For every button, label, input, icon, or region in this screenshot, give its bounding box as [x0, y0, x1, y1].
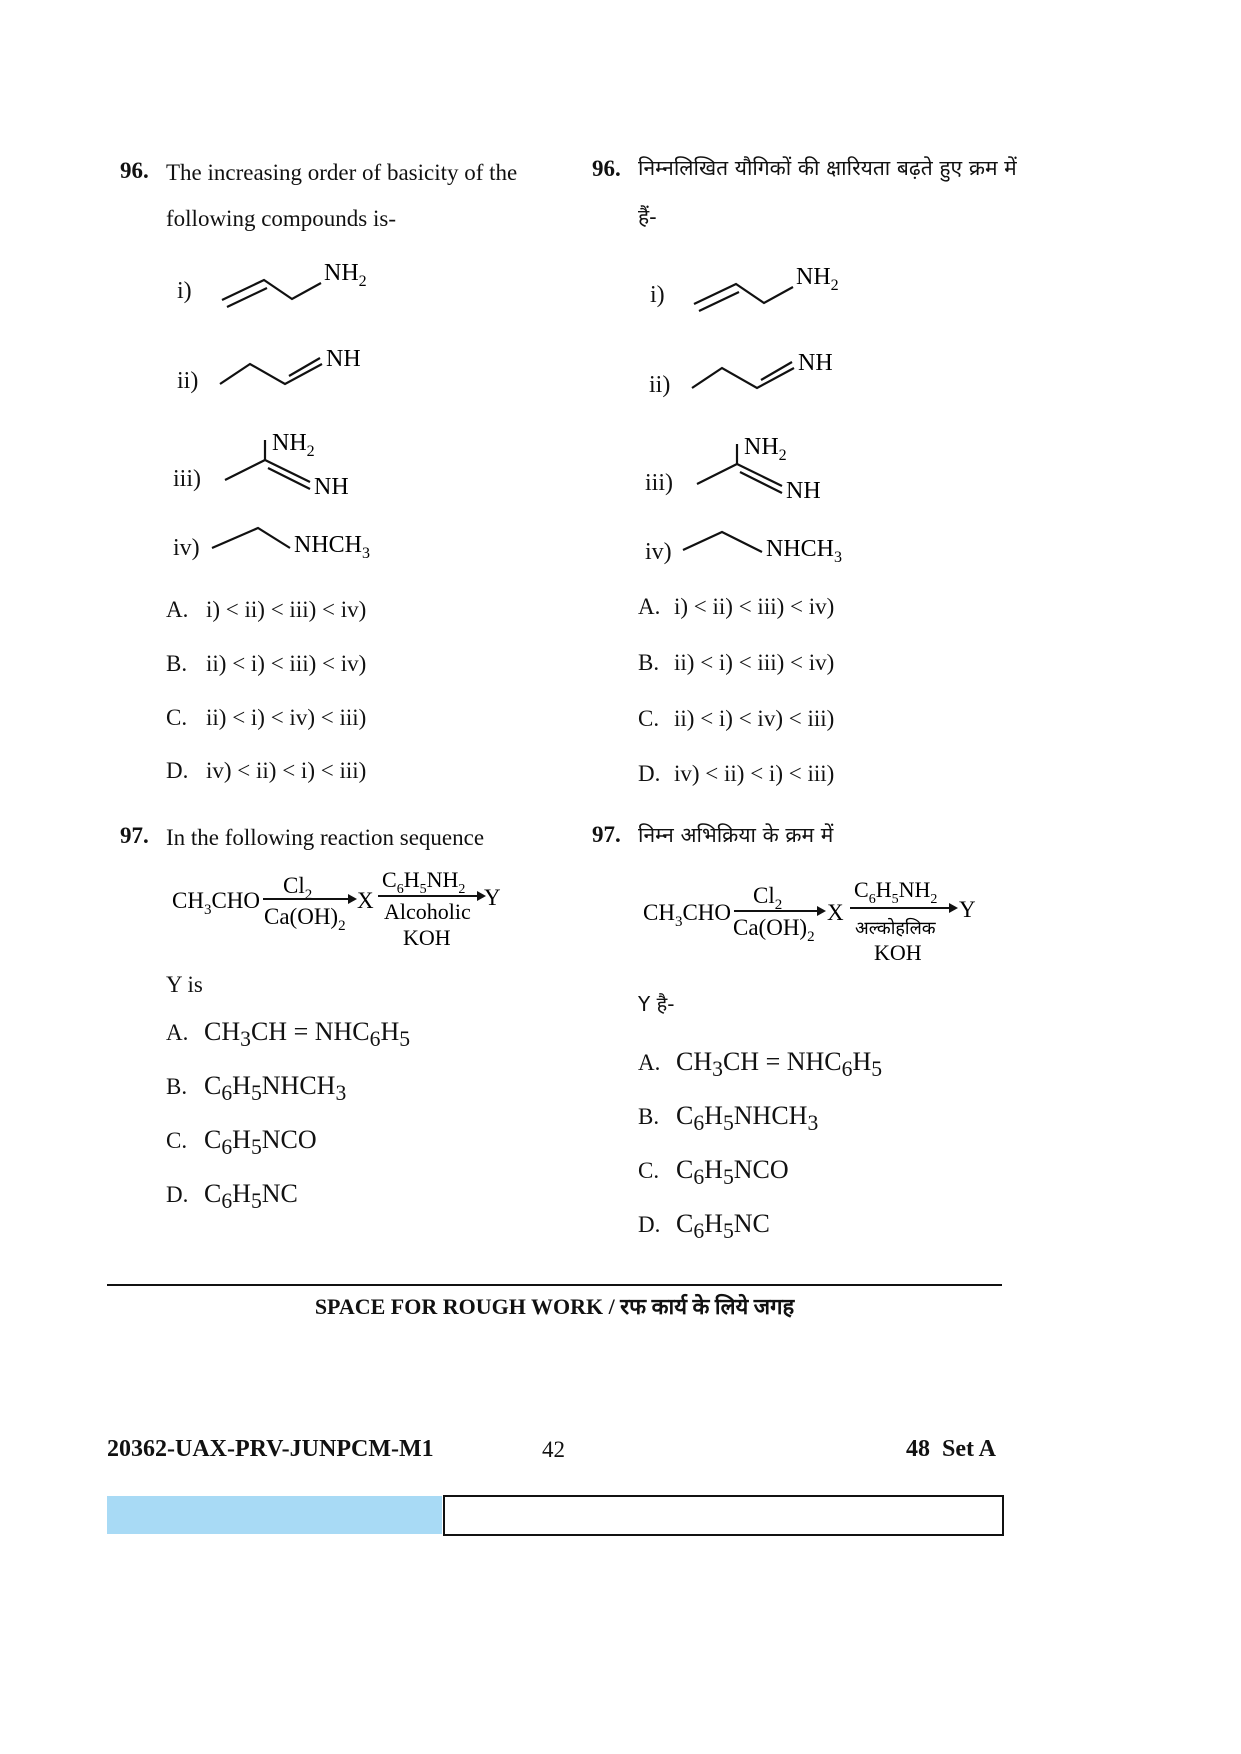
- svg-text:Y: Y: [484, 885, 501, 910]
- q96-hi-text-line1: निम्नलिखित यौगिकों की क्षारियता बढ़ते हुए क्रम में: [638, 156, 1017, 180]
- q96-text-line1: The increasing order of basicity of the: [166, 160, 518, 185]
- svg-text:Cl2: $Cl_2$: [753, 883, 783, 913]
- q96-option-a[interactable]: A. i) < ii) < iii) < iv): [166, 597, 367, 622]
- q96-hi-option-b[interactable]: B. ii) < i) < iii) < iv): [638, 650, 835, 675]
- svg-text:CH3CHO: $CH_3CHO$: [643, 900, 732, 930]
- q96-item-i-label: i): [177, 278, 192, 304]
- q96-text-line2: following compounds is-: [166, 206, 396, 231]
- rough-work-divider: [107, 1284, 1002, 1286]
- svg-text:अल्कोहलिक: अल्कोहलिक: [855, 918, 936, 939]
- q96-item-iii-label: iii): [173, 466, 201, 492]
- svg-text:NH: NH: [326, 346, 361, 372]
- q96-hi-option-a[interactable]: A. i) < ii) < iii) < iv): [638, 594, 835, 619]
- svg-text:X: X: [357, 888, 374, 913]
- q96-option-b[interactable]: B. ii) < i) < iii) < iv): [166, 651, 367, 676]
- q96-option-c[interactable]: C. ii) < i) < iv) < iii): [166, 705, 367, 730]
- q97-option-c[interactable]: C. $C_6H_5NCO$: [166, 1125, 317, 1160]
- svg-text:NH: NH: [786, 478, 821, 504]
- svg-text:C6H5NH2: $C_6H_5NH_2$: [382, 867, 466, 897]
- svg-text:Ca(OH)2: $Ca(OH)_2$: [264, 904, 346, 934]
- q96-number: 96.: [120, 158, 149, 183]
- svg-text:Ca(OH)2: $Ca(OH)_2$: [733, 915, 815, 945]
- q96-hi-item-iii-label: iii): [645, 470, 673, 496]
- svg-text:NHCH3: $NHCH_3$: [766, 536, 843, 566]
- set-label: Set A: [942, 1436, 996, 1462]
- svg-text:NH2: $NH_2$: [796, 264, 839, 294]
- q97-hi-prompt: Y है-: [638, 992, 675, 1016]
- q97-hi-option-b[interactable]: B. $C_6H_5NHCH_3$: [638, 1101, 819, 1136]
- svg-text:Alcoholic: Alcoholic: [384, 899, 471, 924]
- rough-work-label: SPACE FOR ROUGH WORK / रफ कार्य के लिये जगह: [314, 1294, 795, 1319]
- q96-hi-number: 96.: [592, 156, 621, 181]
- q96-item-ii-label: ii): [177, 368, 199, 394]
- q97-hi-option-d[interactable]: D. $C_6H_5NC$: [638, 1209, 770, 1244]
- q97-hi-text: निम्न अभिक्रिया के क्रम में: [638, 823, 834, 847]
- q96-hi-option-d[interactable]: D. iv) < ii) < i) < iii): [638, 761, 835, 786]
- exam-code: 20362-UAX-PRV-JUNPCM-M1: [107, 1436, 434, 1462]
- q97-number: 97.: [120, 823, 149, 848]
- q96-hi-item-iv-label: iv): [645, 539, 672, 565]
- nh2-label: $NH_2$: [324, 260, 367, 290]
- svg-text:CH3CHO: $CH_3CHO$: [172, 888, 261, 918]
- svg-text:NHCH3: $NHCH_3$: [294, 532, 371, 562]
- q97-prompt: Y is: [166, 972, 203, 997]
- svg-text:NH2: $NH_2$: [744, 434, 787, 464]
- q97-text: In the following reaction sequence: [166, 825, 485, 850]
- svg-text:NH: NH: [798, 350, 833, 376]
- q96-item-iv-label: iv): [173, 535, 200, 561]
- set-indicator: [906, 1436, 996, 1463]
- q96-hi-text-line2: हैं-: [638, 205, 657, 229]
- q97-hi-option-a[interactable]: A. $CH_3CH = NHC_6H_5$: [638, 1047, 883, 1082]
- page-number: 42: [542, 1437, 565, 1462]
- svg-text:C6H5NH2: $C_6H_5NH_2$: [854, 877, 938, 907]
- svg-text:KOH: KOH: [403, 925, 451, 950]
- q96-hi-option-c[interactable]: C. ii) < i) < iv) < iii): [638, 706, 835, 731]
- q97-hi-option-c[interactable]: C. $C_6H_5NCO$: [638, 1155, 789, 1190]
- svg-text:NH2: $NH_2$: [272, 430, 315, 460]
- q96-hi-item-ii-label: ii): [649, 372, 671, 398]
- q96-hi-item-i-label: i): [650, 282, 665, 308]
- q97-hi-number: 97.: [592, 822, 621, 847]
- q97-option-a[interactable]: A. $CH_3CH = NHC_6H_5$: [166, 1017, 411, 1052]
- svg-text:X: X: [827, 900, 844, 925]
- svg-text:Y: Y: [959, 897, 976, 922]
- svg-text:Cl2: $Cl_2$: [283, 873, 313, 903]
- q97-option-b[interactable]: B. $C_6H_5NHCH_3$: [166, 1071, 347, 1106]
- footer-answer-box: [443, 1495, 1004, 1536]
- q96-option-d[interactable]: D. iv) < ii) < i) < iii): [166, 758, 367, 783]
- footer-color-bar: [107, 1496, 442, 1534]
- svg-text:KOH: KOH: [874, 940, 922, 965]
- set-number: 48: [906, 1436, 930, 1462]
- svg-text:NH: NH: [314, 474, 349, 500]
- q97-option-d[interactable]: D. $C_6H_5NC$: [166, 1179, 298, 1214]
